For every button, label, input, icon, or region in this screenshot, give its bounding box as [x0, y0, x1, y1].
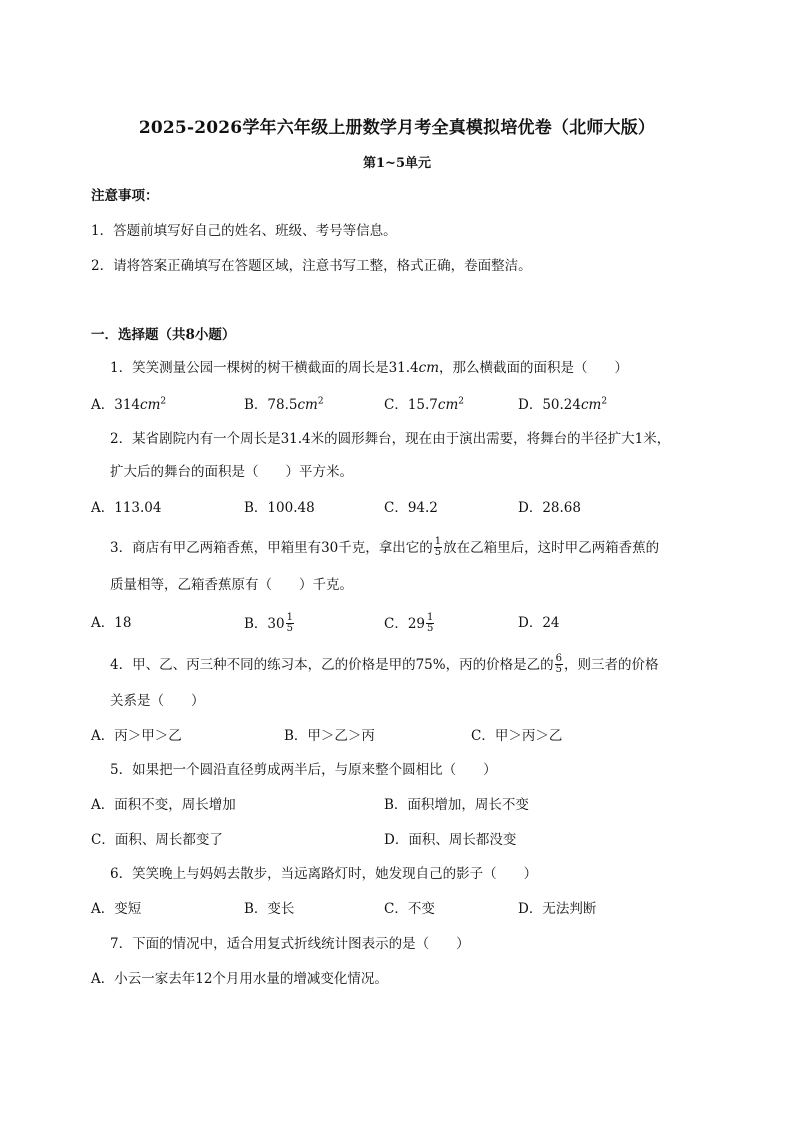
q5-option-d: D．面积、周长都没变	[384, 832, 517, 848]
q6-option-a: A．变短	[91, 901, 142, 917]
q2-option-d: D．28.68	[518, 500, 581, 516]
question-2-stem-line2: 扩大后的舞台的面积是（ ）平方米。	[110, 464, 353, 480]
q2-option-c: C．94.2	[384, 500, 438, 516]
fraction: $\frac{1}{5}$	[427, 612, 434, 634]
question-4-stem-line1: 4．甲、乙、丙三种不同的练习本，乙的价格是甲的75%，丙的价格是乙的 $\frac{6}{5}$ ，则三者的价格	[110, 653, 659, 675]
q3-option-c: C．29 $\frac{1}{5}$	[384, 612, 434, 634]
question-2-stem-line1: 2．某省剧院内有一个周长是31.4米的圆形舞台，现在由于演出需要，将舞台的半径扩大1米，	[110, 431, 671, 447]
page-title: 2025-2026学年六年级上册数学月考全真模拟培优卷（北师大版）	[138, 118, 656, 138]
q2-option-b: B．100.48	[244, 500, 315, 516]
q3-option-b: B．30 $\frac{1}{5}$	[244, 612, 293, 634]
q6-option-b: B．变长	[244, 901, 295, 917]
question-6-stem: 6．笑笑晚上与妈妈去散步，当远离路灯时，她发现自己的影子（ ）	[110, 866, 538, 882]
q1-option-d: D．$50.24cm^2$	[518, 396, 608, 413]
q4-option-b: B．甲＞乙＞丙	[284, 728, 375, 744]
note-item-2: 2．请将答案正确填写在答题区域，注意书写工整，格式正确，卷面整洁。	[91, 258, 532, 274]
q1-option-b: B．$78.5cm^2$	[244, 396, 324, 413]
q5-option-b: B．面积增加，周长不变	[384, 797, 529, 813]
note-item-1: 1．答题前填写好自己的姓名、班级、考号等信息。	[91, 223, 397, 239]
q4-option-c: C．甲＞丙＞乙	[471, 728, 563, 744]
question-7-stem: 7．下面的情况中，适合用复式折线统计图表示的是（ ）	[110, 936, 470, 952]
fraction: $\frac{1}{5}$	[434, 536, 442, 558]
q3-option-a: A．18	[91, 615, 132, 631]
fraction: $\frac{6}{5}$	[555, 653, 562, 675]
q5-option-a: A．面积不变，周长增加	[91, 797, 236, 813]
q2-option-a: A．113.04	[91, 500, 162, 516]
q1-option-c: C．$15.7cm^2$	[384, 396, 464, 413]
q1-option-a: A．$314cm^2$	[91, 396, 167, 413]
q3-option-d: D．24	[518, 615, 560, 631]
question-3-stem-line1: 3．商店有甲乙两箱香蕉，甲箱里有30千克，拿出它的 $\frac{1}{5}$ 放在乙箱里后，这时甲乙两箱香蕉的	[110, 536, 660, 558]
question-3-stem-line2: 质量相等，乙箱香蕉原有（ ）千克。	[110, 577, 353, 593]
page-subtitle: 第1~5单元	[363, 156, 431, 171]
fraction: $\frac{1}{5}$	[286, 612, 293, 634]
section-heading-choice: 一．选择题（共8小题）	[91, 327, 236, 343]
notes-heading: 注意事项：	[91, 188, 159, 204]
q6-option-c: C．不变	[384, 901, 435, 917]
q6-option-d: D．无法判断	[518, 901, 597, 917]
question-5-stem: 5．如果把一个圆沿直径剪成两半后，与原来整个圆相比（ ）	[110, 762, 497, 778]
question-4-stem-line2: 关系是（ ）	[110, 693, 205, 709]
q7-option-a: A．小云一家去年12个月用水量的增减变化情况。	[91, 971, 388, 987]
q4-option-a: A．丙＞甲＞乙	[91, 728, 182, 744]
q5-option-c: C．面积、周长都变了	[91, 832, 223, 848]
question-1-stem: 1．笑笑测量公园一棵树的树干横截面的周长是31.4cm，那么横截面的面积是（ ）	[110, 360, 629, 376]
